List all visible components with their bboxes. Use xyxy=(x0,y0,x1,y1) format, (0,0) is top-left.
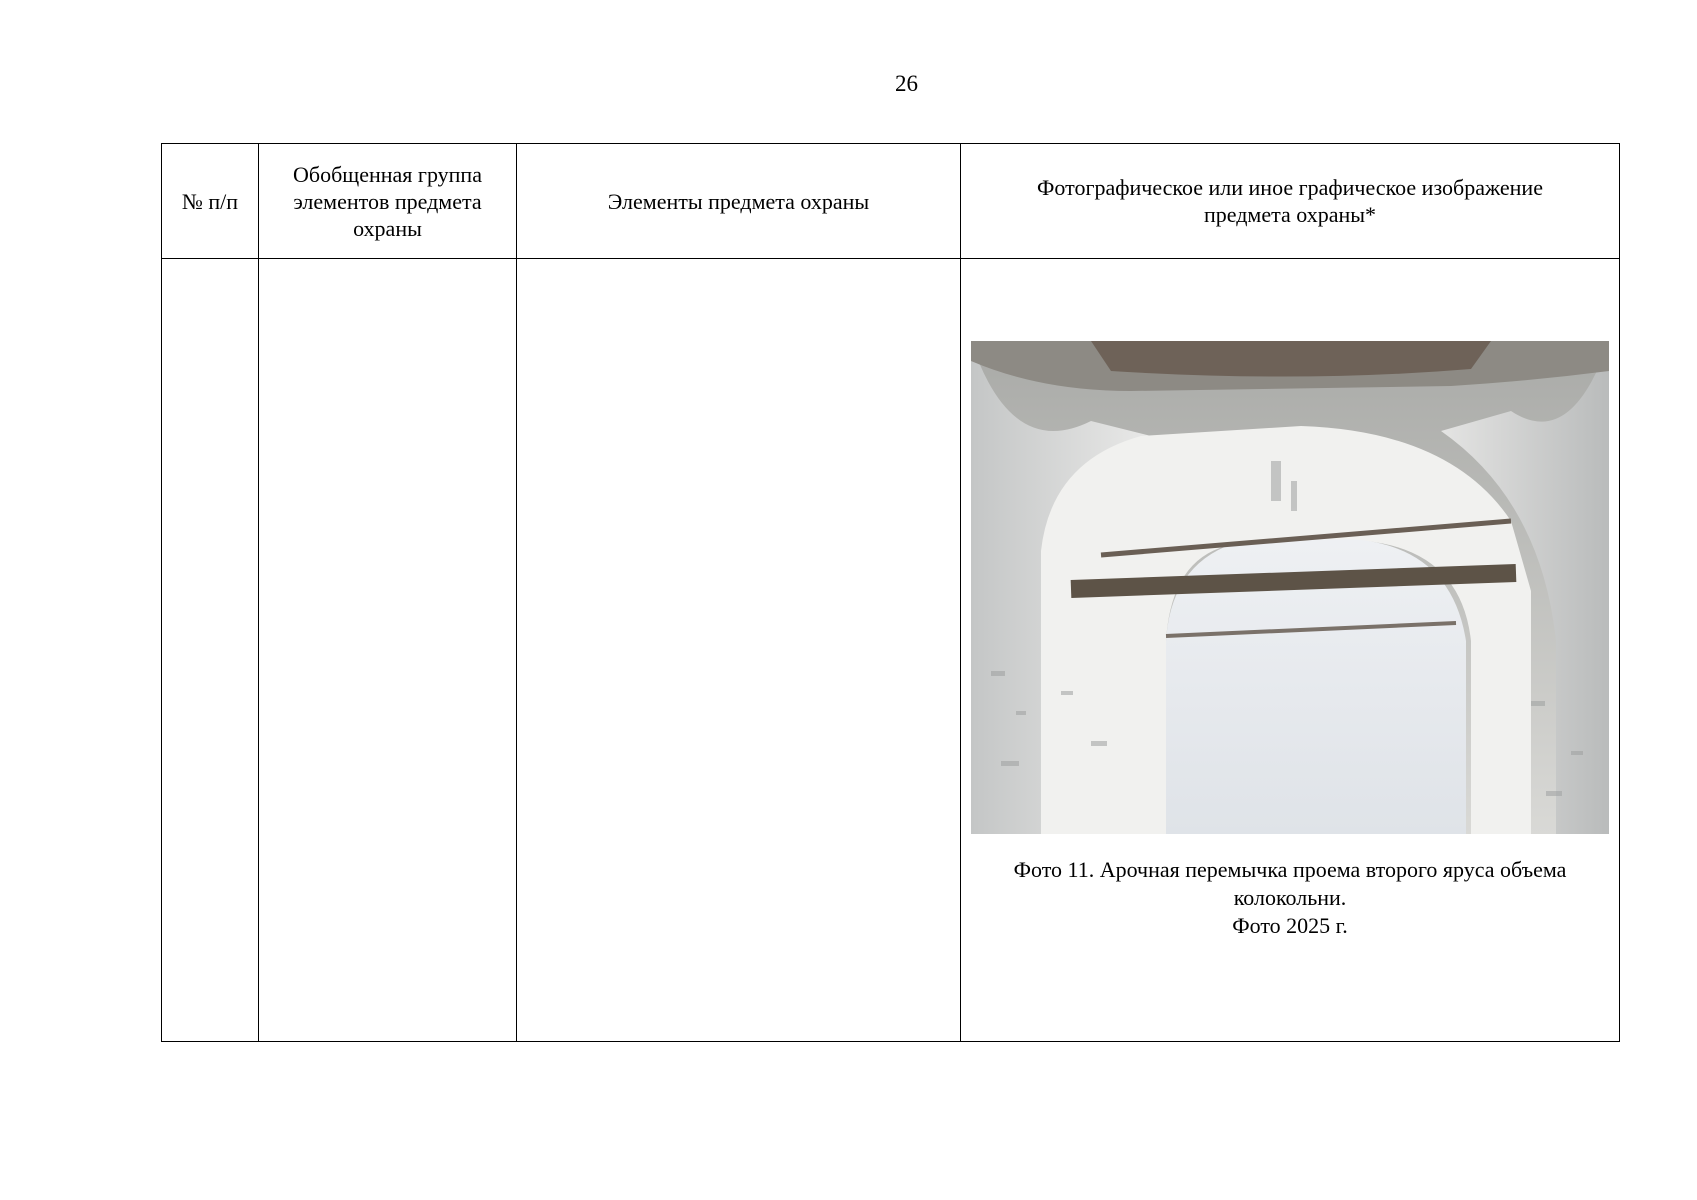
table-header-row xyxy=(162,144,1620,259)
arch-photo-image xyxy=(971,341,1609,834)
arch-photo xyxy=(971,341,1609,834)
photo-caption-line-1: Фото 11. Арочная перемычка проема второго яруса объема xyxy=(1013,857,1567,882)
cell-elements xyxy=(517,259,961,1042)
header-elements: Элементы предмета охраны xyxy=(517,144,961,259)
protection-table xyxy=(161,143,1620,1042)
cell-num xyxy=(162,259,259,1042)
cell-photo xyxy=(961,259,1620,1042)
photo-caption-line-3: Фото 2025 г. xyxy=(1232,913,1348,938)
photo-caption xyxy=(961,856,1619,940)
table-row xyxy=(162,259,1620,1042)
page-number: 26 xyxy=(895,71,918,96)
photo-caption-line-2: колокольни. xyxy=(1233,885,1347,910)
cell-group xyxy=(259,259,517,1042)
header-image: Фотографическое или иное графическое изображение предмета охраны* xyxy=(961,144,1620,259)
header-num: № п/п xyxy=(162,144,259,259)
header-group: Обобщенная группа элементов предмета охраны xyxy=(259,144,517,259)
